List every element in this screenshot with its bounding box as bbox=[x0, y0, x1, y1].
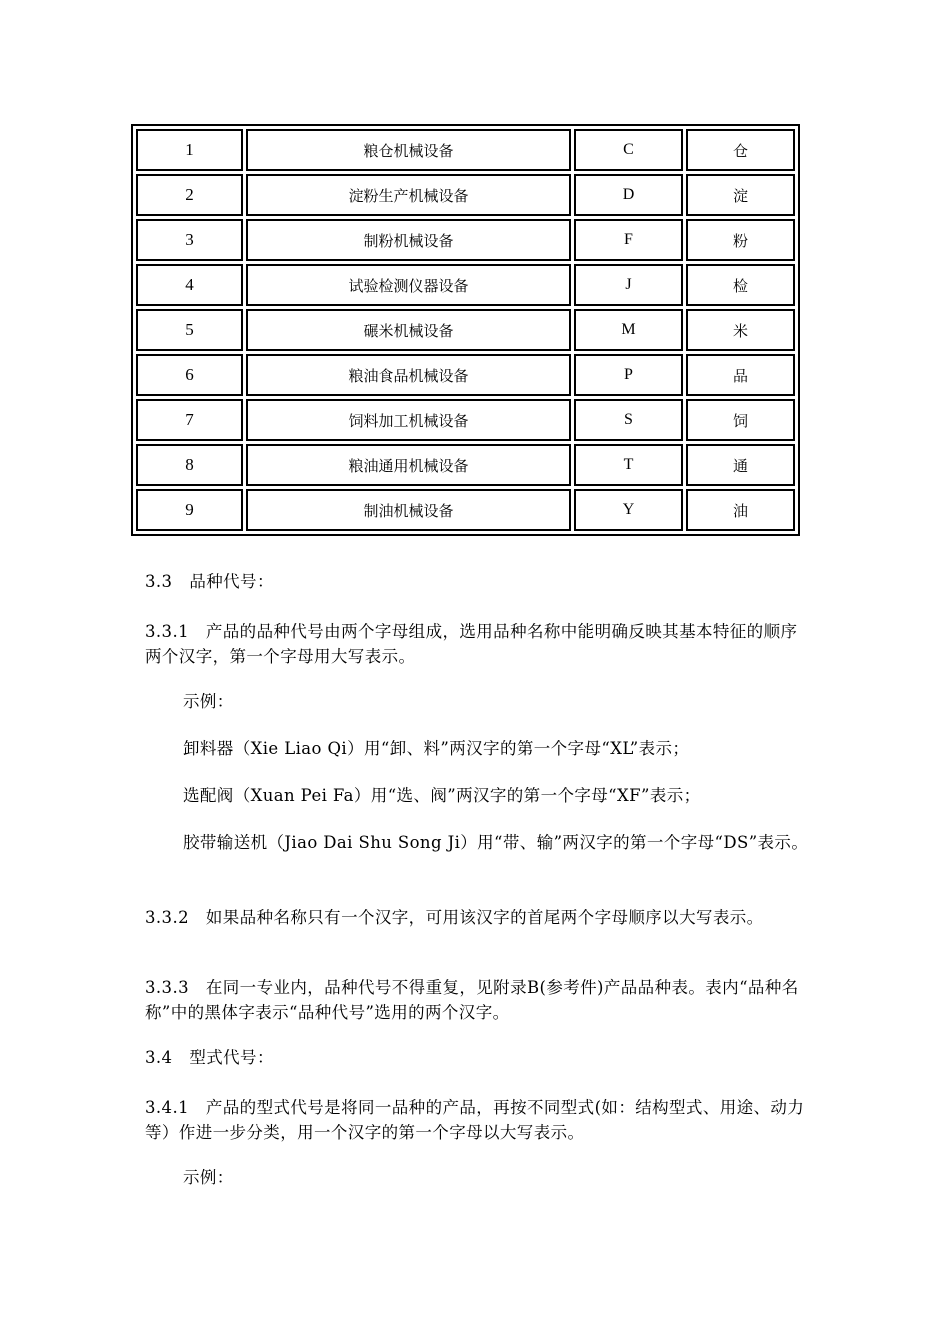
row-number: 9 bbox=[136, 489, 243, 531]
category-code: M bbox=[574, 309, 683, 351]
table-row bbox=[136, 174, 795, 216]
category-name: 试验检测仪器设备 bbox=[246, 264, 571, 306]
category-code: P bbox=[574, 354, 683, 396]
row-number: 6 bbox=[136, 354, 243, 396]
table-row bbox=[136, 129, 795, 171]
category-char: 仓 bbox=[686, 129, 795, 171]
category-code: S bbox=[574, 399, 683, 441]
category-name: 淀粉生产机械设备 bbox=[246, 174, 571, 216]
category-char: 检 bbox=[686, 264, 795, 306]
category-code: J bbox=[574, 264, 683, 306]
table-row bbox=[136, 444, 795, 486]
paragraph-3-3-3: 3.3.3 在同一专业内，品种代号不得重复，见附录B(参考件)产品品种表。表内“品种名称”中的黑体字表示“品种代号”选用的两个汉字。 bbox=[145, 978, 799, 1022]
table-row bbox=[136, 489, 795, 531]
table-body bbox=[136, 129, 795, 531]
category-char: 米 bbox=[686, 309, 795, 351]
category-code: T bbox=[574, 444, 683, 486]
section-heading-3-3: 3.3 品种代号： bbox=[145, 572, 274, 591]
category-char: 粉 bbox=[686, 219, 795, 261]
category-code: F bbox=[574, 219, 683, 261]
row-number: 3 bbox=[136, 219, 243, 261]
category-code: Y bbox=[574, 489, 683, 531]
category-char: 淀 bbox=[686, 174, 795, 216]
example-xf: 选配阀（Xuan Pei Fa）用“选、阀”两汉字的第一个字母“XF”表示； bbox=[183, 786, 701, 805]
table-row bbox=[136, 399, 795, 441]
category-name: 粮仓机械设备 bbox=[246, 129, 571, 171]
example-label: 示例： bbox=[183, 692, 234, 711]
category-char: 通 bbox=[686, 444, 795, 486]
category-code: D bbox=[574, 174, 683, 216]
row-number: 7 bbox=[136, 399, 243, 441]
table-row bbox=[136, 354, 795, 396]
row-number: 2 bbox=[136, 174, 243, 216]
row-number: 5 bbox=[136, 309, 243, 351]
example-label-2: 示例： bbox=[183, 1168, 234, 1187]
category-char: 品 bbox=[686, 354, 795, 396]
category-name: 碾米机械设备 bbox=[246, 309, 571, 351]
paragraph-3-3-1: 3.3.1 产品的品种代号由两个字母组成，选用品种名称中能明确反映其基本特征的顺序两个汉字，第一个字母用大写表示。 bbox=[145, 622, 798, 666]
table-row bbox=[136, 264, 795, 306]
category-name: 粮油通用机械设备 bbox=[246, 444, 571, 486]
table-row bbox=[136, 309, 795, 351]
section-heading-3-4: 3.4 型式代号： bbox=[145, 1048, 274, 1067]
row-number: 1 bbox=[136, 129, 243, 171]
example-xl: 卸料器（Xie Liao Qi）用“卸、料”两汉字的第一个字母“XL”表示； bbox=[183, 739, 690, 758]
category-code-table bbox=[131, 124, 800, 536]
category-code: C bbox=[574, 129, 683, 171]
category-char: 油 bbox=[686, 489, 795, 531]
example-ds: 胶带输送机（Jiao Dai Shu Song Ji）用“带、输”两汉字的第一个字母“DS”表示。 bbox=[183, 833, 809, 852]
category-name: 制油机械设备 bbox=[246, 489, 571, 531]
category-name: 粮油食品机械设备 bbox=[246, 354, 571, 396]
category-name: 饲料加工机械设备 bbox=[246, 399, 571, 441]
table-row bbox=[136, 219, 795, 261]
category-char: 饲 bbox=[686, 399, 795, 441]
row-number: 8 bbox=[136, 444, 243, 486]
paragraph-3-4-1: 3.4.1 产品的型式代号是将同一品种的产品，再按不同型式(如：结构型式、用途、动力等）作进一步分类，用一个汉字的第一个字母以大写表示。 bbox=[145, 1098, 805, 1142]
paragraph-3-3-2: 3.3.2 如果品种名称只有一个汉字，可用该汉字的首尾两个字母顺序以大写表示。 bbox=[145, 908, 764, 927]
row-number: 4 bbox=[136, 264, 243, 306]
category-name: 制粉机械设备 bbox=[246, 219, 571, 261]
